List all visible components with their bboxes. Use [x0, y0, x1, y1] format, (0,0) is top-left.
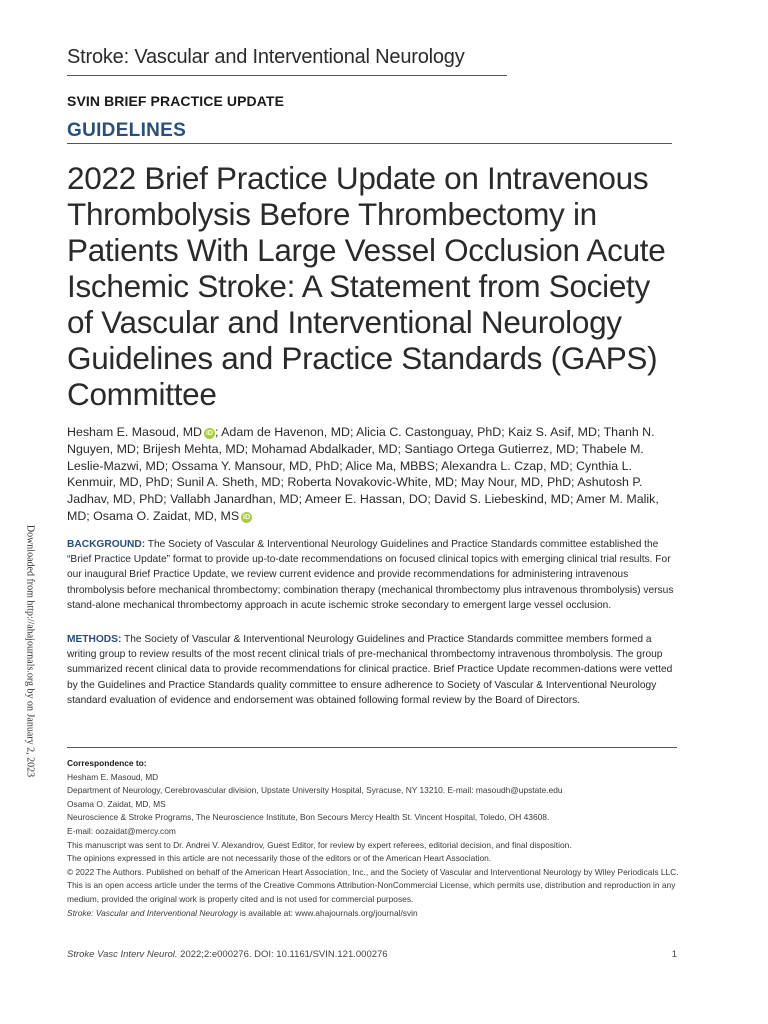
availability-link[interactable]: is available at: www.ahajournals.org/journal/svin — [237, 907, 418, 918]
correspondent-address: Department of Neurology, Cerebrovascular division, Upstate University Hospital, Syracuse, NY 13210. E-mail: masoudh@upstate.edu — [67, 785, 563, 796]
article-title: 2022 Brief Practice Update on Intravenous Thrombolysis Before Thrombectomy in Patients With Large Vessel Occlusion Acute Ischemic Stroke: A Statement from Society of Vascular and Interventional Neurology Guidelines and Practice Standards (GAPS) Committee — [67, 160, 666, 412]
correspondence-block — [67, 757, 682, 920]
author-list — [67, 424, 677, 525]
footnote-divider — [67, 747, 677, 748]
section-label: GUIDELINES — [67, 120, 672, 144]
orcid-icon[interactable]: iD — [243, 513, 251, 521]
abstract-background — [67, 537, 677, 613]
correspondent-email[interactable]: E-mail: oozaidat@mercy.com — [67, 825, 176, 836]
correspondent-name: Hesham E. Masoud, MD — [67, 771, 159, 782]
editorial-note: This manuscript was sent to Dr. Andrei V. Alexandrov, Guest Editor, for review by expert referees, editorial decision, and final disposition. — [67, 839, 572, 850]
page-footer — [67, 949, 677, 960]
correspondence-heading: Correspondence to: — [67, 758, 147, 768]
footer-citation: 2022;2:e000276. DOI: 10.1161/SVIN.121.000276 — [177, 949, 388, 960]
orcid-icon[interactable]: iD — [205, 430, 213, 437]
author-first[interactable]: Hesham E. Masoud, MD — [67, 425, 202, 439]
author-rest: ; Adam de Havenon, MD; Alicia C. Castonguay, PhD; Kaiz S. Asif, MD; Thanh N. Nguyen, MD; Brijesh Mehta, MD; Mohamad Abdalkader, MD; Santiago Ortega Gutierrez, MD; Thabele M. Leslie-Mazwi, MD; Ossama Y. Mansour, MD, PhD; Alice Ma, MBBS; Alexandra L. Czap, MD; Cynthia L. Kenmuir, MD, PhD; Sunil A. Sheth, MD; Roberta Novakovic-White, MD; May Nour, MD, PhD; Ashutosh P. Jadhav, MD, PhD; Vallabh Janardhan, MD; Ameer E. Hassan, DO; David S. Liebeskind, MD; Amer M. Malik, MD; Osama O. Zaidat, MD, MS — [67, 425, 659, 523]
abstract-methods — [67, 632, 677, 708]
availability-note — [67, 907, 682, 921]
download-watermark-text: Downloaded from http://ahajournals.org by on January 2, 2023 — [24, 524, 36, 778]
copyright-note: © 2022 The Authors. Published on behalf of the American Heart Association, Inc., and the Society of Vascular and Interventional Neurology by Wiley Periodicals LLC. This is an open access article under the terms of the Creative Commons Attribution-NonCommercial License, which permits use, distribution and reproduction in any medium, provided the original work is properly cited and is not used for commercial purposes. — [67, 866, 679, 904]
download-watermark — [22, 520, 38, 782]
correspondent-address: Neuroscience & Stroke Programs, The Neuroscience Institute, Bon Secours Mercy Health St. Vincent Hospital, Toledo, OH 43608. — [67, 812, 550, 823]
page-number: 1 — [671, 949, 677, 960]
background-label: BACKGROUND: — [67, 539, 146, 550]
methods-text: The Society of Vascular & Interventional Neurology Guidelines and Practice Standards committee members formed a writing group to review results of the most recent clinical trials of pre-mechanical thrombectomy intravenous thrombolysis. The group summarized recent clinical data to provide recommendations for clinical practice. Brief Practice Update recommen-dations were vetted by the Guidelines and Practice Standards quality committee to ensure adherence to Society of Vascular & Interventional Neurology standard evaluation of evidence and endorsement was obtained following formal review by the Board of Directors. — [67, 634, 673, 706]
methods-label: METHODS: — [67, 634, 122, 645]
journal-name: Stroke: Vascular and Interventional Neurology — [67, 46, 507, 76]
disclaimer-note: The opinions expressed in this article are not necessarily those of the editors or of the American Heart Association. — [67, 853, 492, 864]
availability-journal: Stroke: Vascular and Interventional Neurology — [67, 907, 238, 918]
article-kicker: SVIN BRIEF PRACTICE UPDATE — [67, 93, 285, 109]
correspondent-name: Osama O. Zaidat, MD, MS — [67, 798, 166, 809]
background-text: The Society of Vascular & Interventional Neurology Guidelines and Practice Standards committee established the “Brief Practice Update” format to provide up-to-date recommendations on focused clinical topics with emerging clinical trial results. For our inaugural Brief Practice Update, we review current evidence and provide recommendations for administering intravenous thrombolysis before mechanical thrombectomy; combination therapy (mechanical thrombectomy plus intravenous thrombolysis) versus stand-alone mechanical thrombectomy approach in acute ischemic stroke secondary to emergent large vessel occlusion. — [67, 539, 674, 611]
footer-journal: Stroke Vasc Interv Neurol. — [67, 949, 178, 960]
